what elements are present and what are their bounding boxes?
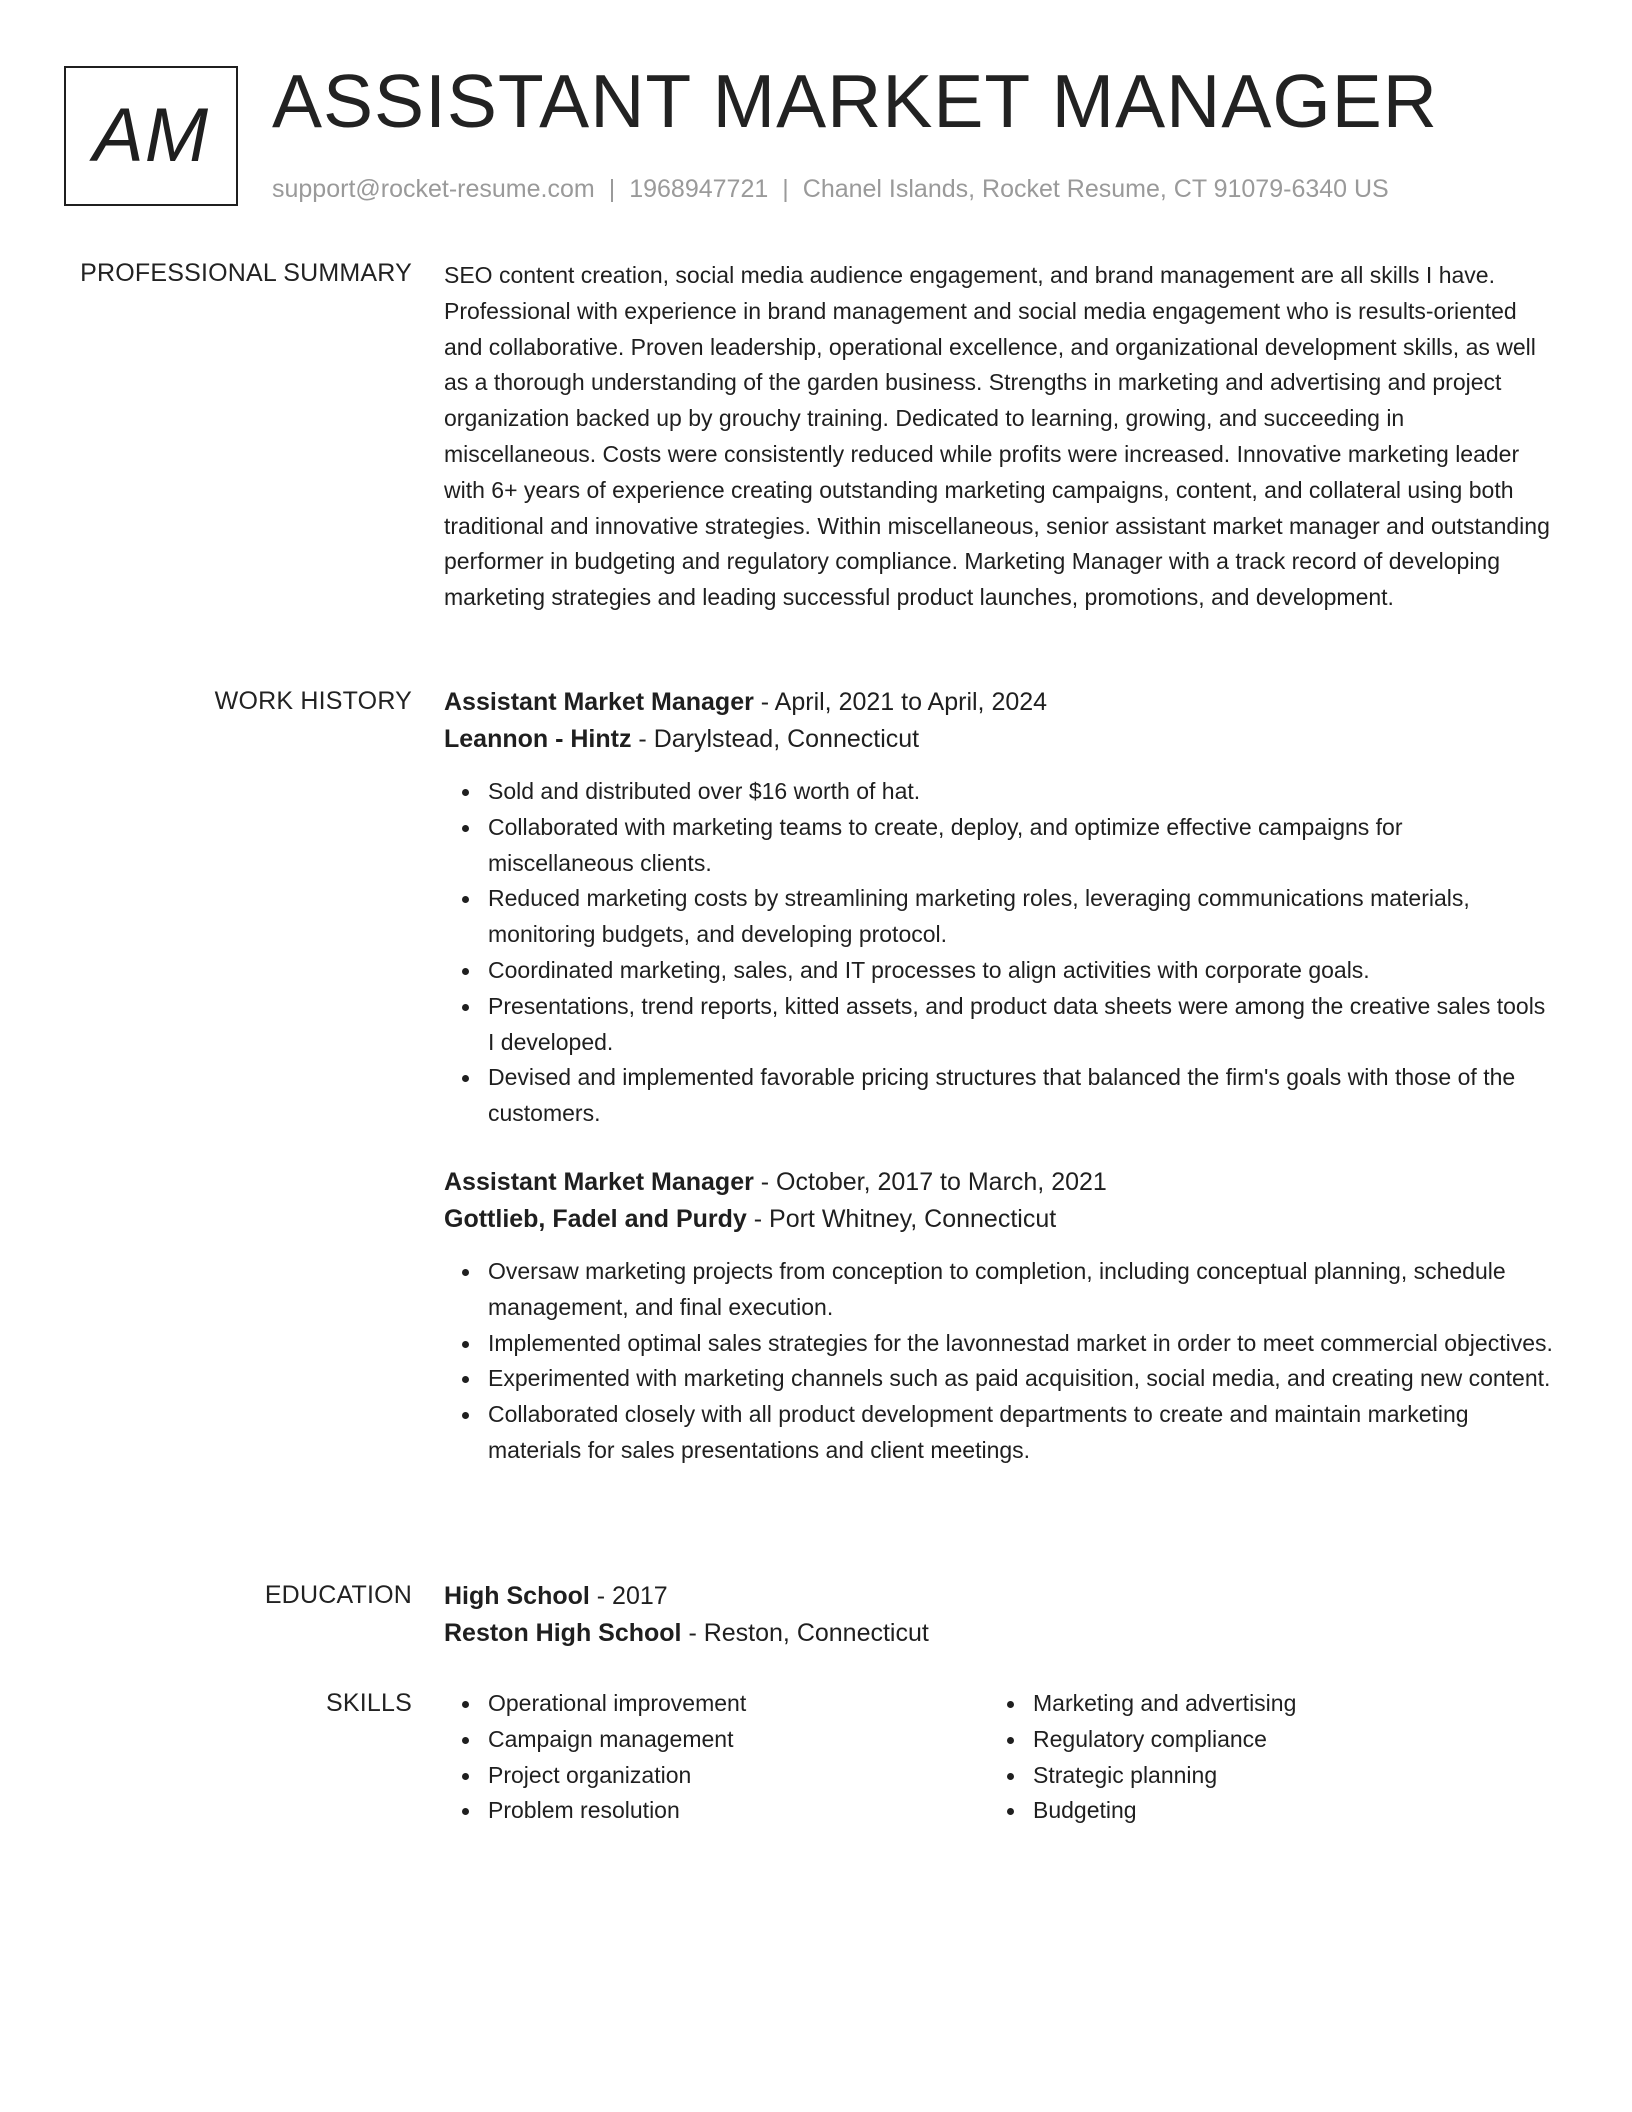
section-label-summary: PROFESSIONAL SUMMARY (80, 259, 412, 287)
job-location: - Port Whitney, Connecticut (746, 1204, 1057, 1233)
skills-body (444, 1686, 1554, 1829)
skills-column (444, 1686, 989, 1829)
job-entry (444, 1164, 1554, 1469)
monogram-box (64, 66, 238, 206)
job-bullet: Oversaw marketing projects from conception to completion, including conceptual planning, schedule management, and final execution. (488, 1254, 1554, 1326)
contact-phone: 1968947721 (629, 175, 769, 203)
summary-text: SEO content creation, social media audience engagement, and brand management are all skills I have. Professional with experience in brand management and social media engagement who is results-oriented and collaborative. Proven leadership, operational excellence, and organizational development skills, as well as a thorough understanding of the garden business. Strengths in marketing and advertising and project organization backed up by grouchy training. Dedicated to learning, growing, and succeeding in miscellaneous. Costs were consistently reduced while profits were increased. Innovative marketing leader with 6+ years of experience creating outstanding marketing campaigns, content, and collateral using both traditional and innovative strategies. Within miscellaneous, senior assistant market manager and outstanding performer in budgeting and regulatory compliance. Marketing Manager with a track record of developing marketing strategies and leading successful product launches, promotions, and development. (444, 262, 1550, 611)
skill-item: Strategic planning (1033, 1758, 1534, 1794)
job-location: - Darylstead, Connecticut (631, 725, 920, 753)
job-bullet: Implemented optimal sales strategies for the lavonnestad market in order to meet commercial objectives. (488, 1326, 1554, 1362)
contact-address: Chanel Islands, Rocket Resume, CT 91079-6340 US (802, 175, 1389, 203)
education-year: - 2017 (589, 1582, 668, 1610)
skill-item: Budgeting (1033, 1793, 1534, 1829)
job-bullet: Devised and implemented favorable pricing structures that balanced the firm's goals with those of the customers. (488, 1060, 1554, 1132)
education-location: - Reston, Connecticut (681, 1619, 929, 1647)
job-entry (444, 684, 1554, 1132)
education-body (444, 1578, 1554, 1652)
job-company-line (444, 1201, 1554, 1238)
skills-grid (444, 1686, 1554, 1829)
section-label-skills: SKILLS (326, 1689, 412, 1717)
skills-column (989, 1686, 1534, 1829)
job-dates: - April, 2021 to April, 2024 (753, 688, 1048, 716)
education-degree-line (444, 1578, 1554, 1615)
job-bullet: Collaborated closely with all product development departments to create and maintain marketing materials for sales presentations and client meetings. (488, 1397, 1554, 1469)
skill-item: Marketing and advertising (1033, 1686, 1534, 1722)
section-label-education: EDUCATION (264, 1581, 412, 1609)
job-title-line (444, 1164, 1554, 1201)
job-company: Gottlieb, Fadel and Purdy (444, 1204, 747, 1233)
job-bullet: Collaborated with marketing teams to create, deploy, and optimize effective campaigns for miscellaneous clients. (488, 810, 1554, 882)
job-bullet: Presentations, trend reports, kitted assets, and product data sheets were among the creative sales tools I developed. (488, 989, 1554, 1061)
education-school-line (444, 1615, 1554, 1652)
skill-item: Project organization (488, 1758, 989, 1794)
job-dates: - October, 2017 to March, 2021 (753, 1167, 1107, 1196)
skill-item: Campaign management (488, 1722, 989, 1758)
job-company: Leannon - Hintz (444, 725, 632, 753)
job-bullet: Experimented with marketing channels such as paid acquisition, social media, and creating new content. (488, 1361, 1554, 1397)
skill-item: Problem resolution (488, 1793, 989, 1829)
resume-title: ASSISTANT MARKET MANAGER (272, 59, 1438, 143)
job-company-line (444, 721, 1554, 758)
monogram-initials: AM (93, 93, 209, 178)
job-bullets (444, 774, 1554, 1132)
job-bullet: Coordinated marketing, sales, and IT processes to align activities with corporate goals. (488, 953, 1554, 989)
education-degree: High School (444, 1582, 590, 1610)
job-title: Assistant Market Manager (444, 1167, 754, 1196)
job-title-line (444, 684, 1554, 721)
contact-email: support@rocket-resume.com (272, 175, 595, 203)
work-history-body (444, 684, 1554, 1469)
job-bullet: Reduced marketing costs by streamlining marketing roles, leveraging communications materials, monitoring budgets, and developing protocol. (488, 881, 1554, 953)
job-title: Assistant Market Manager (444, 688, 754, 716)
summary-body (444, 258, 1554, 616)
contact-separator: | (608, 175, 616, 203)
contact-separator: | (782, 175, 789, 203)
education-school: Reston High School (444, 1619, 682, 1647)
job-bullet: Sold and distributed over $16 worth of hat. (488, 774, 1554, 810)
contact-line (272, 172, 1389, 206)
skill-item: Regulatory compliance (1033, 1722, 1534, 1758)
section-label-work-history: WORK HISTORY (214, 687, 412, 715)
job-bullets (444, 1254, 1554, 1469)
skill-item: Operational improvement (488, 1686, 989, 1722)
